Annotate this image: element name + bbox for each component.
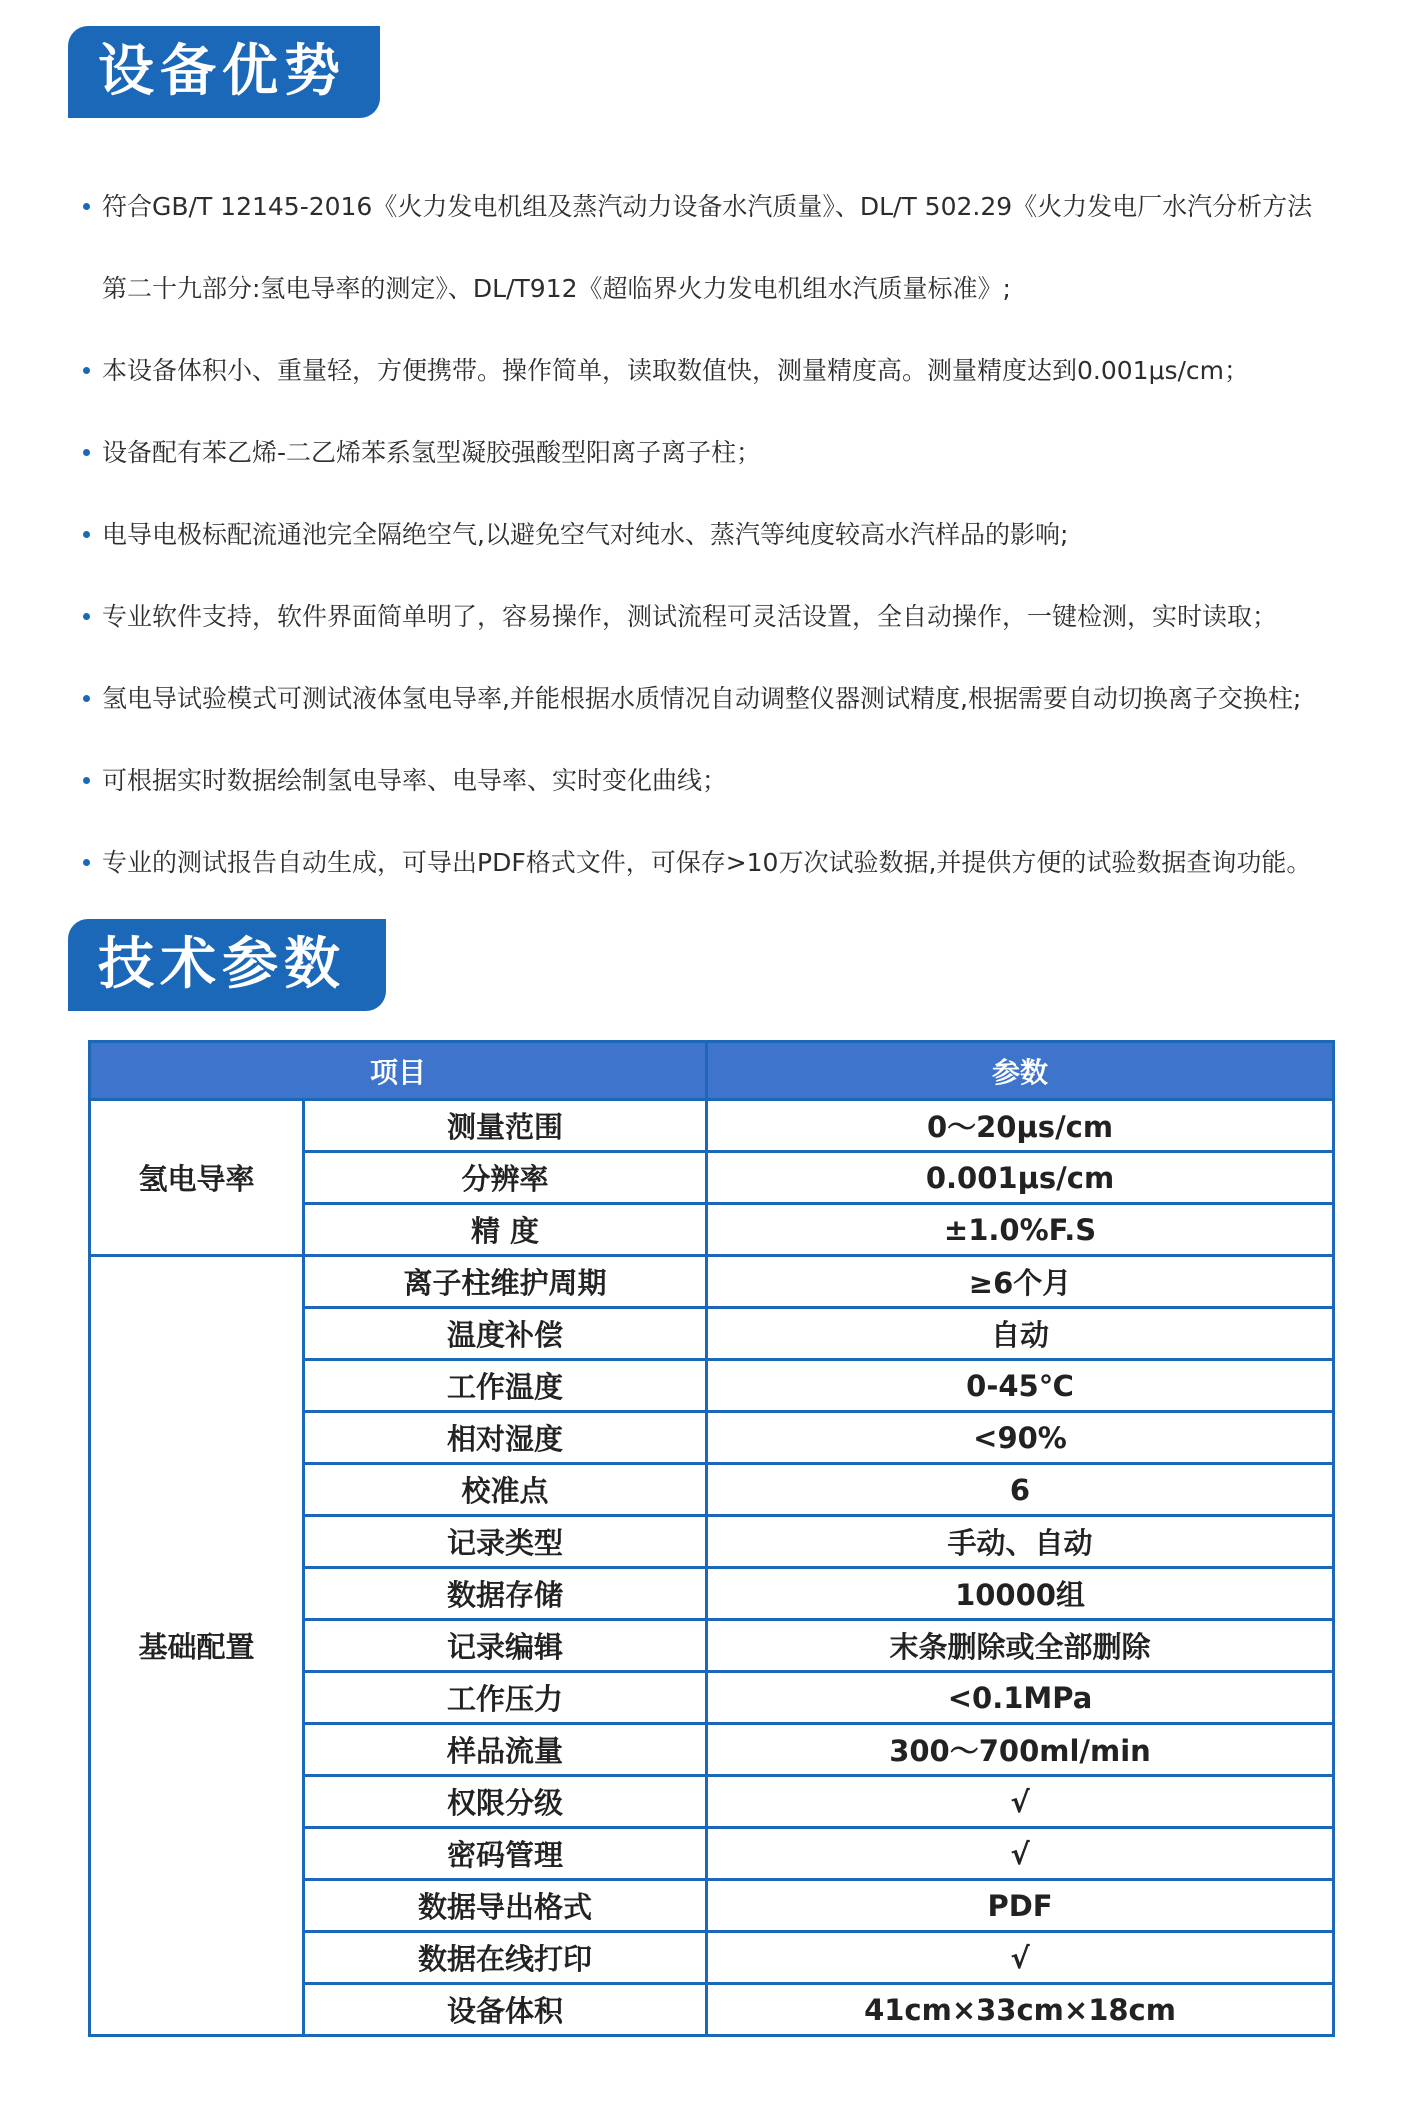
bullet-dot-icon [83, 531, 90, 538]
bullet-dot-icon [83, 613, 90, 620]
list-item-continuation: 第二十九部分:氢电导率的测定》、DL/T912《超临界火力发电机组水汽质量标准》; [102, 274, 1011, 303]
row-value: 0～20μs/cm [707, 1100, 1334, 1152]
table-row [90, 1100, 1334, 1152]
list-item: 符合GB/T 12145-2016《火力发电机组及蒸汽动力设备水汽质量》、DL/T 502.29《火力发电厂水汽分析方法 [80, 166, 1370, 248]
row-value: 6 [707, 1464, 1334, 1516]
row-item: 数据存储 [304, 1568, 707, 1620]
row-item: 测量范围 [304, 1100, 707, 1152]
section-title-specs: 技术参数 [68, 919, 386, 1011]
list-item: 电导电极标配流通池完全隔绝空气,以避免空气对纯水、蒸汽等纯度较高水汽样品的影响; [80, 494, 1370, 576]
row-value: 0.001μs/cm [707, 1152, 1334, 1204]
row-item: 权限分级 [304, 1776, 707, 1828]
list-item: 可根据实时数据绘制氢电导率、电导率、实时变化曲线； [80, 740, 1370, 822]
list-item: 专业的测试报告自动生成，可导出PDF格式文件，可保存>10万次试验数据,并提供方便的试验数据查询功能。 [80, 822, 1370, 904]
row-value: PDF [707, 1880, 1334, 1932]
header-item: 项目 [90, 1042, 707, 1100]
row-value: 自动 [707, 1308, 1334, 1360]
row-value: √ [707, 1932, 1334, 1984]
bullet-dot-icon [83, 203, 90, 210]
row-value: √ [707, 1776, 1334, 1828]
row-item: 数据在线打印 [304, 1932, 707, 1984]
row-value: 手动、自动 [707, 1516, 1334, 1568]
row-value: 10000组 [707, 1568, 1334, 1620]
header-param: 参数 [707, 1042, 1334, 1100]
row-value: ≥6个月 [707, 1256, 1334, 1308]
row-item: 离子柱维护周期 [304, 1256, 707, 1308]
row-item: 相对湿度 [304, 1412, 707, 1464]
row-item: 温度补偿 [304, 1308, 707, 1360]
row-item: 精 度 [304, 1204, 707, 1256]
row-item: 工作温度 [304, 1360, 707, 1412]
group-label: 氢电导率 [90, 1100, 304, 1256]
row-value: ±1.0%F.S [707, 1204, 1334, 1256]
bullet-dot-icon [83, 859, 90, 866]
group-label: 基础配置 [90, 1256, 304, 2036]
row-item: 记录类型 [304, 1516, 707, 1568]
row-item: 记录编辑 [304, 1620, 707, 1672]
list-item: 氢电导试验模式可测试液体氢电导率,并能根据水质情况自动调整仪器测试精度,根据需要自动切换离子交换柱; [80, 658, 1370, 740]
section-title-advantages: 设备优势 [68, 26, 380, 118]
row-item: 工作压力 [304, 1672, 707, 1724]
list-item: 设备配有苯乙烯-二乙烯苯系氢型凝胶强酸型阳离子离子柱； [80, 412, 1370, 494]
row-value: 300～700ml/min [707, 1724, 1334, 1776]
row-value: √ [707, 1828, 1334, 1880]
row-item: 设备体积 [304, 1984, 707, 2036]
row-value: <0.1MPa [707, 1672, 1334, 1724]
row-value: 末条删除或全部删除 [707, 1620, 1334, 1672]
bullet-dot-icon [83, 777, 90, 784]
bullet-dot-icon [83, 695, 90, 702]
bullet-dot-icon [83, 449, 90, 456]
row-item: 分辨率 [304, 1152, 707, 1204]
row-item: 校准点 [304, 1464, 707, 1516]
row-item: 密码管理 [304, 1828, 707, 1880]
advantages-list [80, 166, 1370, 904]
row-value: 0-45℃ [707, 1360, 1334, 1412]
row-item: 样品流量 [304, 1724, 707, 1776]
table-header-row [90, 1042, 1334, 1100]
bullet-dot-icon [83, 367, 90, 374]
spec-table [88, 1040, 1335, 2037]
table-row [90, 1256, 1334, 1308]
row-item: 数据导出格式 [304, 1880, 707, 1932]
list-item: 本设备体积小、重量轻，方便携带。操作简单，读取数值快，测量精度高。测量精度达到0.001μs/cm； [80, 330, 1370, 412]
row-value: 41cm×33cm×18cm [707, 1984, 1334, 2036]
list-item: 专业软件支持，软件界面简单明了，容易操作，测试流程可灵活设置，全自动操作，一键检测，实时读取； [80, 576, 1370, 658]
row-value: <90% [707, 1412, 1334, 1464]
